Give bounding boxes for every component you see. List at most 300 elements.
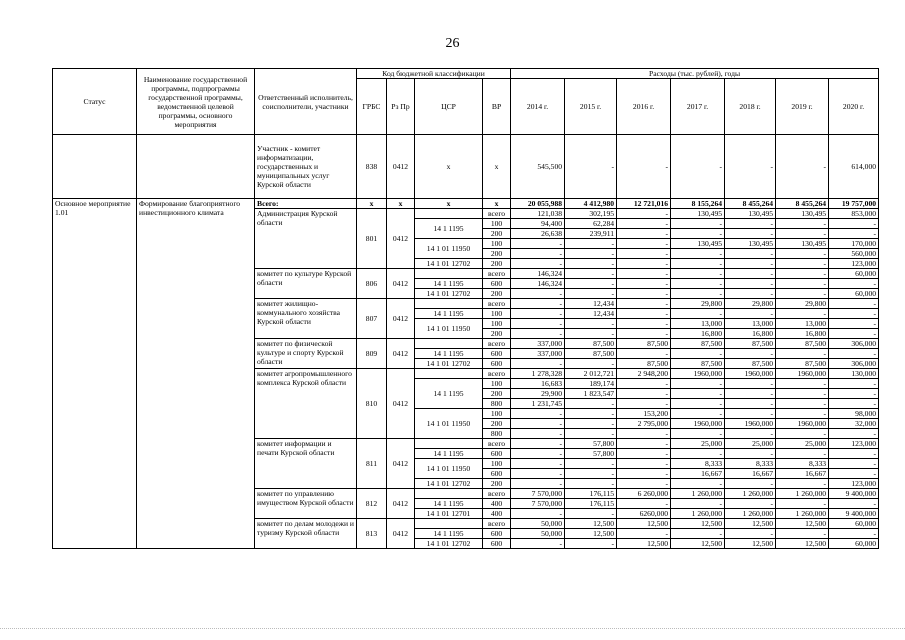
value-cell: - — [725, 229, 776, 239]
header-responsible: Ответственный исполнитель, соисполнители, участники — [255, 69, 357, 135]
value-cell: 130,495 — [725, 209, 776, 219]
value-cell: - — [617, 259, 671, 269]
value-cell: - — [725, 389, 776, 399]
table-row — [53, 199, 879, 209]
value-cell: - — [617, 319, 671, 329]
value-cell: 130,000 — [829, 369, 879, 379]
value-cell: - — [725, 499, 776, 509]
value-cell: - — [511, 479, 565, 489]
value-cell: 60,000 — [829, 539, 879, 549]
vr-cell: 100 — [483, 459, 511, 469]
value-cell: 123,000 — [829, 439, 879, 449]
value-cell: - — [776, 289, 829, 299]
value-cell: - — [671, 429, 725, 439]
value-cell: - — [617, 399, 671, 409]
header-year: 2017 г. — [671, 79, 725, 135]
value-cell: - — [776, 499, 829, 509]
value-cell: - — [671, 135, 725, 199]
value-cell: - — [565, 319, 617, 329]
value-cell: - — [725, 449, 776, 459]
value-cell: 1960,000 — [671, 369, 725, 379]
value-cell: 12,500 — [671, 539, 725, 549]
header-year: 2016 г. — [617, 79, 671, 135]
value-cell: 29,800 — [671, 299, 725, 309]
table-cell: 0412 — [387, 135, 415, 199]
value-cell: - — [776, 249, 829, 259]
value-cell: 19 757,000 — [829, 199, 879, 209]
csr-cell: 14 1 01 12702 — [415, 289, 483, 299]
value-cell: - — [829, 529, 879, 539]
value-cell: - — [725, 429, 776, 439]
header-expenses-group: Расходы (тыс. рублей), годы — [511, 69, 879, 79]
csr-cell: 14 1 1195 — [415, 499, 483, 509]
value-cell: - — [776, 349, 829, 359]
value-cell: 87,500 — [671, 359, 725, 369]
value-cell: 1 260,000 — [671, 509, 725, 519]
value-cell: - — [829, 299, 879, 309]
value-cell: 29,800 — [776, 299, 829, 309]
csr-cell — [415, 439, 483, 449]
header-name: Наименование государственной программы, подпрограммы государственной программы, ведомственной целевой программы, основного мероприятия — [137, 69, 255, 135]
value-cell: 87,500 — [617, 339, 671, 349]
empty-cell — [137, 135, 255, 199]
value-cell: 12,434 — [565, 309, 617, 319]
value-cell: 337,000 — [511, 339, 565, 349]
value-cell: - — [725, 479, 776, 489]
value-cell: - — [671, 409, 725, 419]
value-cell: 9 400,000 — [829, 489, 879, 499]
value-cell: - — [776, 479, 829, 489]
value-cell: 98,000 — [829, 409, 879, 419]
value-cell: - — [565, 135, 617, 199]
vr-cell: 200 — [483, 479, 511, 489]
value-cell: - — [671, 229, 725, 239]
value-cell: - — [725, 409, 776, 419]
value-cell: 2 795,000 — [617, 419, 671, 429]
value-cell: - — [671, 449, 725, 459]
value-cell: 16,667 — [671, 469, 725, 479]
csr-cell: 14 1 01 12701 — [415, 509, 483, 519]
value-cell: 130,495 — [725, 239, 776, 249]
grbs-cell: 812 — [357, 489, 387, 519]
csr-cell: 14 1 01 11950 — [415, 459, 483, 479]
csr-cell: 14 1 01 11950 — [415, 239, 483, 259]
value-cell: - — [511, 319, 565, 329]
value-cell: - — [671, 529, 725, 539]
vr-cell: 200 — [483, 249, 511, 259]
value-cell: 87,500 — [565, 349, 617, 359]
budget-table — [52, 68, 879, 549]
vr-cell: всего — [483, 369, 511, 379]
value-cell: - — [565, 249, 617, 259]
value-cell: - — [776, 135, 829, 199]
value-cell: 12,500 — [617, 519, 671, 529]
value-cell: 146,324 — [511, 269, 565, 279]
value-cell: - — [725, 135, 776, 199]
value-cell: - — [617, 389, 671, 399]
value-cell: - — [617, 459, 671, 469]
value-cell: - — [829, 469, 879, 479]
csr-cell: 14 1 1195 — [415, 279, 483, 289]
value-cell: 6260,000 — [617, 509, 671, 519]
vr-cell: 100 — [483, 219, 511, 229]
value-cell: - — [725, 279, 776, 289]
value-cell: - — [829, 219, 879, 229]
value-cell: - — [511, 429, 565, 439]
value-cell: 337,000 — [511, 349, 565, 359]
value-cell: - — [776, 259, 829, 269]
value-cell: - — [671, 399, 725, 409]
value-cell: 13,000 — [671, 319, 725, 329]
value-cell: 16,800 — [725, 329, 776, 339]
value-cell: 1 260,000 — [671, 489, 725, 499]
participant-name: комитет по управлению имуществом Курской области — [255, 489, 357, 519]
table-cell: х — [415, 135, 483, 199]
vr-cell: 100 — [483, 239, 511, 249]
csr-cell: 14 1 1195 — [415, 449, 483, 459]
participant-name: комитет по делам молодежи и туризму Курской области — [255, 519, 357, 549]
value-cell: 26,638 — [511, 229, 565, 239]
vr-cell: 400 — [483, 499, 511, 509]
vr-cell: 600 — [483, 349, 511, 359]
value-cell: - — [725, 249, 776, 259]
value-cell: 153,200 — [617, 409, 671, 419]
header-vr: ВР — [483, 79, 511, 135]
value-cell: 7 570,000 — [511, 499, 565, 509]
vr-cell: 200 — [483, 289, 511, 299]
value-cell: - — [829, 229, 879, 239]
value-cell: 16,683 — [511, 379, 565, 389]
value-cell: - — [565, 479, 617, 489]
header-code-group: Код бюджетной классификации — [357, 69, 511, 79]
grbs-cell: 811 — [357, 439, 387, 489]
value-cell: 87,500 — [776, 359, 829, 369]
value-cell: 1 260,000 — [776, 509, 829, 519]
vr-cell: 800 — [483, 399, 511, 409]
table-cell: х — [483, 135, 511, 199]
value-cell: 7 570,000 — [511, 489, 565, 499]
value-cell: 123,000 — [829, 259, 879, 269]
value-cell: - — [617, 449, 671, 459]
value-cell: 1 260,000 — [776, 489, 829, 499]
value-cell: - — [565, 399, 617, 409]
table-cell: х — [415, 199, 483, 209]
table-cell: 838 — [357, 135, 387, 199]
value-cell: 8 155,264 — [671, 199, 725, 209]
value-cell: - — [565, 259, 617, 269]
value-cell: - — [617, 349, 671, 359]
value-cell: 16,667 — [725, 469, 776, 479]
rzpr-cell: 0412 — [387, 369, 415, 439]
value-cell: 60,000 — [829, 519, 879, 529]
rzpr-cell: 0412 — [387, 209, 415, 269]
value-cell: 560,000 — [829, 249, 879, 259]
value-cell: 87,500 — [725, 339, 776, 349]
value-cell: 1960,000 — [776, 419, 829, 429]
csr-cell — [415, 269, 483, 279]
value-cell: - — [671, 379, 725, 389]
value-cell: 1 260,000 — [725, 489, 776, 499]
vr-cell: 200 — [483, 389, 511, 399]
value-cell: - — [511, 359, 565, 369]
measure-status: Основное мероприятие 1.01 — [53, 199, 137, 549]
value-cell: 239,911 — [565, 229, 617, 239]
scan-edge — [0, 628, 905, 630]
value-cell: 12,500 — [671, 519, 725, 529]
value-cell: 8 455,264 — [776, 199, 829, 209]
value-cell: - — [617, 439, 671, 449]
value-cell: - — [511, 329, 565, 339]
value-cell: 87,500 — [617, 359, 671, 369]
csr-cell: 14 1 1195 — [415, 219, 483, 239]
value-cell: 146,324 — [511, 279, 565, 289]
value-cell: 6 260,000 — [617, 489, 671, 499]
value-cell: - — [617, 135, 671, 199]
participant-name: комитет агропромышленного комплекса Курской области — [255, 369, 357, 439]
value-cell: - — [565, 239, 617, 249]
value-cell: - — [671, 389, 725, 399]
value-cell: 2 948,200 — [617, 369, 671, 379]
csr-cell: 14 1 01 12702 — [415, 479, 483, 489]
value-cell: - — [829, 459, 879, 469]
csr-cell: 14 1 01 12702 — [415, 539, 483, 549]
value-cell: 8,333 — [671, 459, 725, 469]
value-cell: - — [725, 219, 776, 229]
value-cell: - — [565, 409, 617, 419]
participant-name: комитет по физической культуре и спорту Курской области — [255, 339, 357, 369]
value-cell: 29,900 — [511, 389, 565, 399]
rzpr-cell: 0412 — [387, 269, 415, 299]
value-cell: - — [511, 299, 565, 309]
value-cell: 1 823,547 — [565, 389, 617, 399]
value-cell: - — [671, 249, 725, 259]
value-cell: - — [776, 399, 829, 409]
value-cell: 189,174 — [565, 379, 617, 389]
value-cell: - — [776, 379, 829, 389]
value-cell: - — [565, 359, 617, 369]
grbs-cell: 813 — [357, 519, 387, 549]
value-cell: - — [725, 529, 776, 539]
vr-cell: всего — [483, 519, 511, 529]
vr-cell: 200 — [483, 259, 511, 269]
value-cell: - — [617, 289, 671, 299]
value-cell: 25,000 — [776, 439, 829, 449]
value-cell: - — [617, 239, 671, 249]
value-cell: - — [829, 309, 879, 319]
value-cell: 12,434 — [565, 299, 617, 309]
value-cell: - — [511, 409, 565, 419]
value-cell: 16,800 — [776, 329, 829, 339]
vr-cell: 600 — [483, 279, 511, 289]
participant-name: комитет жилищно-коммунального хозяйства Курской области — [255, 299, 357, 339]
header-year: 2015 г. — [565, 79, 617, 135]
value-cell: 50,000 — [511, 519, 565, 529]
value-cell: - — [829, 429, 879, 439]
value-cell: - — [565, 279, 617, 289]
value-cell: 176,115 — [565, 499, 617, 509]
value-cell: 545,500 — [511, 135, 565, 199]
value-cell: - — [725, 349, 776, 359]
value-cell: - — [776, 449, 829, 459]
value-cell: - — [617, 209, 671, 219]
value-cell: - — [829, 499, 879, 509]
vr-cell: всего — [483, 439, 511, 449]
value-cell: - — [511, 469, 565, 479]
value-cell: - — [671, 279, 725, 289]
value-cell: 57,800 — [565, 449, 617, 459]
value-cell: - — [776, 309, 829, 319]
value-cell: - — [829, 379, 879, 389]
value-cell: - — [725, 379, 776, 389]
csr-cell: 14 1 01 11950 — [415, 319, 483, 339]
value-cell: - — [617, 249, 671, 259]
grbs-cell: 806 — [357, 269, 387, 299]
value-cell: 306,000 — [829, 339, 879, 349]
value-cell: 130,495 — [671, 209, 725, 219]
header-year: 2018 г. — [725, 79, 776, 135]
csr-cell — [415, 339, 483, 349]
header-status: Статус — [53, 69, 137, 135]
value-cell: - — [565, 419, 617, 429]
grbs-cell: 801 — [357, 209, 387, 269]
value-cell: - — [617, 279, 671, 289]
value-cell: 130,495 — [671, 239, 725, 249]
value-cell: 12,500 — [565, 519, 617, 529]
value-cell: 8,333 — [725, 459, 776, 469]
value-cell: - — [565, 269, 617, 279]
value-cell: - — [671, 219, 725, 229]
value-cell: - — [829, 399, 879, 409]
value-cell: - — [565, 289, 617, 299]
value-cell: 16,800 — [671, 329, 725, 339]
value-cell: - — [776, 229, 829, 239]
vr-cell: 400 — [483, 509, 511, 519]
vr-cell: 200 — [483, 419, 511, 429]
value-cell: - — [511, 439, 565, 449]
vr-cell: 600 — [483, 359, 511, 369]
value-cell: 12 721,016 — [617, 199, 671, 209]
csr-cell: 14 1 1195 — [415, 379, 483, 409]
value-cell: 87,500 — [565, 339, 617, 349]
vr-cell: всего — [483, 209, 511, 219]
vr-cell: 600 — [483, 469, 511, 479]
value-cell: - — [511, 259, 565, 269]
value-cell: 1 260,000 — [725, 509, 776, 519]
value-cell: - — [617, 479, 671, 489]
value-cell: 12,500 — [776, 539, 829, 549]
header-grbs: ГРБС — [357, 79, 387, 135]
value-cell: 4 412,980 — [565, 199, 617, 209]
participant-name: комитет по культуре Курской области — [255, 269, 357, 299]
rzpr-cell: 0412 — [387, 489, 415, 519]
participant-name: комитет информации и печати Курской области — [255, 439, 357, 489]
value-cell: 853,000 — [829, 209, 879, 219]
value-cell: - — [671, 349, 725, 359]
value-cell: 32,000 — [829, 419, 879, 429]
value-cell: - — [511, 539, 565, 549]
csr-cell: 14 1 01 12702 — [415, 359, 483, 369]
value-cell: 1960,000 — [671, 419, 725, 429]
value-cell: 130,495 — [776, 239, 829, 249]
value-cell: 176,115 — [565, 489, 617, 499]
value-cell: 12,500 — [725, 539, 776, 549]
value-cell: - — [617, 329, 671, 339]
value-cell: - — [671, 499, 725, 509]
value-cell: 12,500 — [776, 519, 829, 529]
vr-cell: всего — [483, 299, 511, 309]
grbs-cell: 807 — [357, 299, 387, 339]
value-cell: - — [671, 479, 725, 489]
value-cell: - — [565, 539, 617, 549]
value-cell: 1 231,745 — [511, 399, 565, 409]
value-cell: 29,800 — [725, 299, 776, 309]
value-cell: - — [829, 279, 879, 289]
value-cell: - — [829, 449, 879, 459]
value-cell: 12,500 — [725, 519, 776, 529]
value-cell: 302,195 — [565, 209, 617, 219]
value-cell: - — [617, 429, 671, 439]
vr-cell: 100 — [483, 309, 511, 319]
value-cell: 306,000 — [829, 359, 879, 369]
value-cell: 87,500 — [671, 339, 725, 349]
value-cell: - — [617, 379, 671, 389]
grbs-cell: 809 — [357, 339, 387, 369]
csr-cell: 14 1 01 11950 — [415, 409, 483, 439]
value-cell: - — [511, 289, 565, 299]
value-cell: - — [511, 509, 565, 519]
value-cell: - — [776, 389, 829, 399]
value-cell: 87,500 — [776, 339, 829, 349]
csr-cell — [415, 489, 483, 499]
value-cell: - — [617, 229, 671, 239]
vr-cell: 200 — [483, 229, 511, 239]
value-cell: - — [565, 329, 617, 339]
vr-cell: 600 — [483, 449, 511, 459]
csr-cell: 14 1 1195 — [415, 309, 483, 319]
value-cell: - — [565, 469, 617, 479]
value-cell: 25,000 — [671, 439, 725, 449]
rzpr-cell: 0412 — [387, 439, 415, 489]
csr-cell: 14 1 1195 — [415, 529, 483, 539]
value-cell: - — [776, 269, 829, 279]
vr-cell: 100 — [483, 379, 511, 389]
value-cell: - — [617, 499, 671, 509]
value-cell: - — [511, 459, 565, 469]
participant-name: Участник - комитет информатизации, государственных и муниципальных услуг Курской области — [255, 135, 357, 199]
value-cell: - — [617, 269, 671, 279]
value-cell: - — [725, 309, 776, 319]
value-cell: 9 400,000 — [829, 509, 879, 519]
value-cell: - — [725, 269, 776, 279]
value-cell: - — [565, 459, 617, 469]
value-cell: - — [565, 429, 617, 439]
vr-cell: 100 — [483, 409, 511, 419]
table-cell: х — [387, 199, 415, 209]
value-cell: 1960,000 — [776, 369, 829, 379]
value-cell: 614,000 — [829, 135, 879, 199]
header-year: 2014 г. — [511, 79, 565, 135]
value-cell: - — [617, 219, 671, 229]
vr-cell: всего — [483, 489, 511, 499]
value-cell: 13,000 — [776, 319, 829, 329]
value-cell: 60,000 — [829, 269, 879, 279]
value-cell: - — [725, 289, 776, 299]
header-year: 2019 г. — [776, 79, 829, 135]
value-cell: - — [617, 469, 671, 479]
value-cell: 62,284 — [565, 219, 617, 229]
header-year: 2020 г. — [829, 79, 879, 135]
table-cell: х — [483, 199, 511, 209]
